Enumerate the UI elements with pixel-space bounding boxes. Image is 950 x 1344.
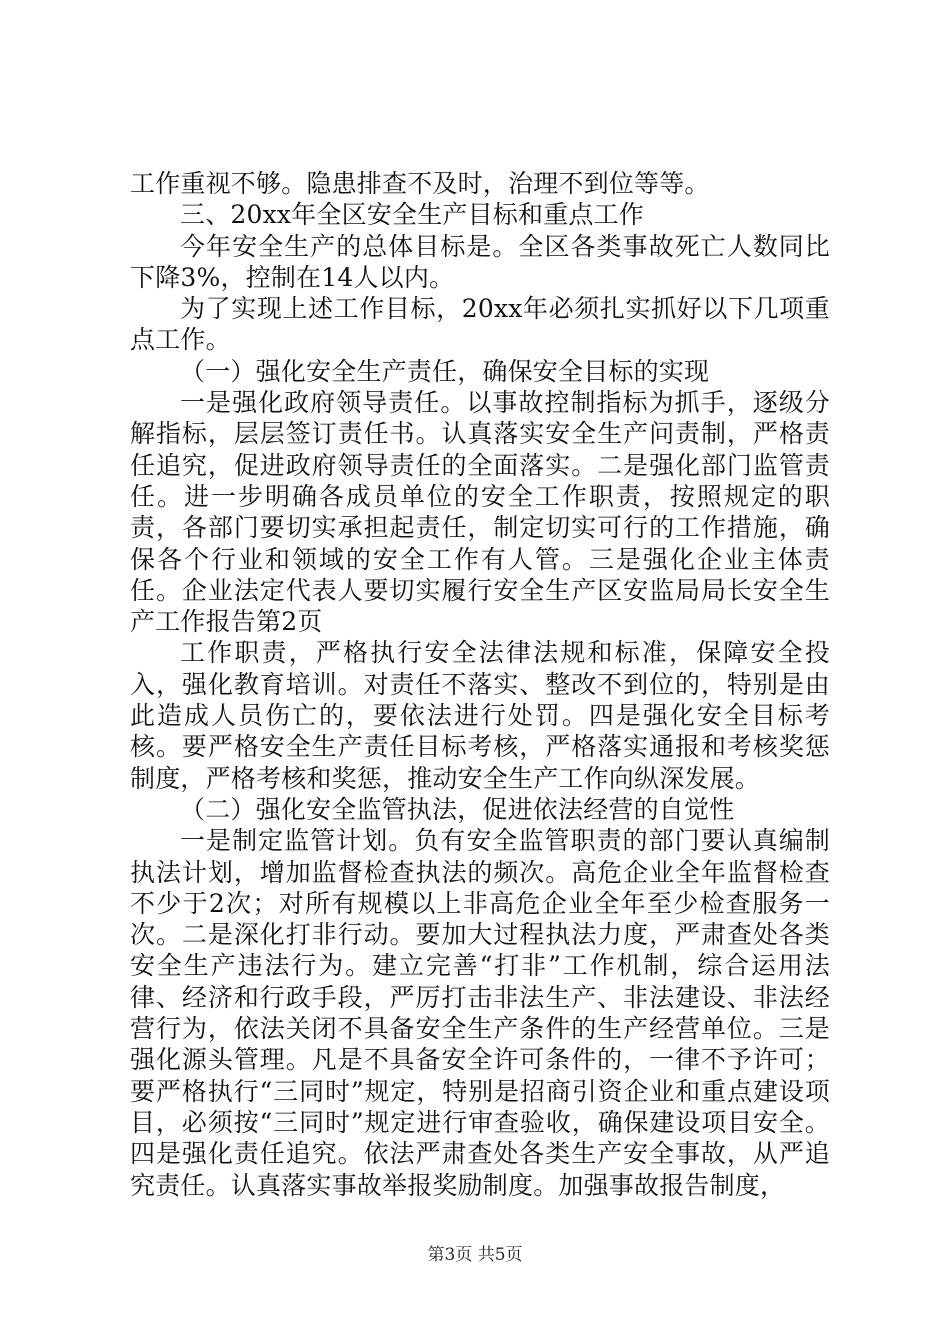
paragraph-responsibility: 一是强化政府领导责任。以事故控制指标为抓手，逐级分解指标，层层签订责任书。认真落实安全生产问责制，严格责任追究，促进政府领导责任的全面落实。二是强化部门监管责任。进一步明确各成员单位的安全工作职责，按照规定的职责，各部门要切实承担起责任，制定切实可行的工作措施，确保各个行业和领域的安全工作有人管。三是强化企业主体责任。企业法定代表人要切实履行安全生产区安监局局长安全生产工作报告第2页 bbox=[130, 388, 830, 637]
page-footer: 第3页 共5页 bbox=[427, 1245, 523, 1265]
paragraph-supervision: 一是制定监管计划。负有安全监管职责的部门要认真编制执法计划，增加监督检查执法的频次。高危企业全年监督检查不少于2次；对所有规模以上非高危企业全年至少检查服务一次。二是深化打非行动。要加大过程执法力度，严肃查处各类安全生产违法行为。建立完善“打非”工作机制，综合运用法律、经济和行政手段，严厉打击非法生产、非法建设、非法经营行为，依法关闭不具备安全生产条件的生产经营单位。三是强化源头管理。凡是不具备安全许可条件的，一律不予许可；要严格执行“三同时”规定，特别是招商引资企业和重点建设项目，必须按“三同时”规定进行审查验收，确保建设项目安全。四是强化责任追究。依法严肃查处各类生产安全事故，从严追究责任。认真落实事故举报奖励制度。加强事故报告制度， bbox=[130, 826, 830, 1200]
document-body bbox=[130, 168, 830, 1201]
paragraph-overall-goal: 今年安全生产的总体目标是。全区各类事故死亡人数同比下降3%，控制在14人以内。 bbox=[130, 231, 830, 292]
subsection-heading-1: （一）强化安全生产责任，确保安全目标的实现 bbox=[180, 356, 710, 386]
section-heading-3: 三、20xx年全区安全生产目标和重点工作 bbox=[180, 200, 645, 230]
paragraph-1: 工作重视不够。隐患排查不及时，治理不到位等等。 bbox=[130, 169, 710, 198]
paragraph-key-work-intro: 为了实现上述工作目标，20xx年必须扎实抓好以下几项重点工作。 bbox=[130, 294, 830, 355]
subsection-heading-2: （二）强化安全监管执法，促进依法经营的自觉性 bbox=[180, 794, 735, 824]
paragraph-duties: 工作职责，严格执行安全法律法规和标准，保障安全投入，强化教育培训。对责任不落实、整改不到位的，特别是由此造成人员伤亡的，要依法进行处罚。四是强化安全目标考核。要严格安全生产责任目标考核，严格落实通报和考核奖惩制度，严格考核和奖惩，推动安全生产工作向纵深发展。 bbox=[130, 638, 830, 793]
